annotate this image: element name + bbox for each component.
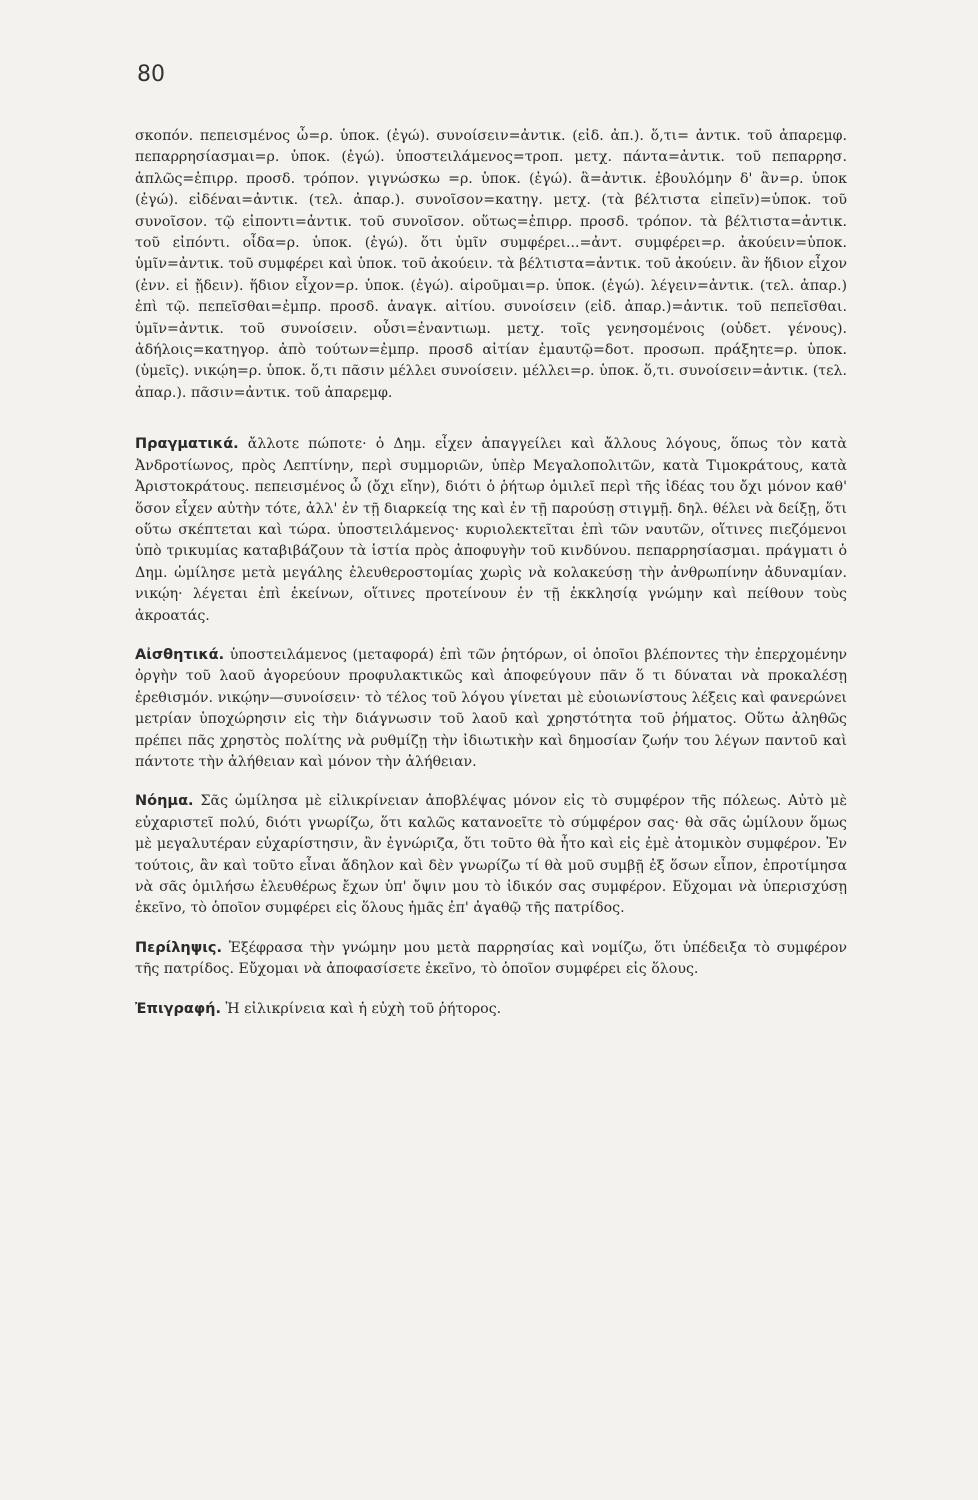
section-heading: Πραγματικά. — [135, 436, 239, 453]
section-heading: Ἐπιγραφή. — [135, 1000, 221, 1017]
section-epigrafi — [135, 999, 847, 1020]
section-text: Ἡ εἰλικρίνεια καὶ ἡ εὐχὴ τοῦ ῥήτορος. — [221, 1000, 502, 1017]
grammar-notes: σκοπόν. πεπεισμένος ὦ=ρ. ὑποκ. (ἐγώ). συνοίσειν=ἀντικ. (εἰδ. ἀπ.). ὅ,τι= ἀντικ. τοῦ ἀπαρεμφ. πεπαρρησίασμαι=ρ. ὑποκ. (ἐγώ). ὑποστειλάμενος=τροπ. μετχ. πάντα=ἀντικ. τοῦ πεπαρρησ. ἁπλῶς=ἐπιρρ. προσδ. τρόπον. γιγνώσκω =ρ. ὑποκ. (ἐγώ). ἃ=ἀντικ. ἐβουλόμην δ' ἂν=ρ. ὑποκ (ἐγώ). εἰδέναι=ἀντικ. (τελ. ἀπαρ.). συνοῖσον=κατηγ. μετχ. (τὰ βέλτιστα εἰπεῖν)=ὑποκ. τοῦ συνοῖσον. τῷ εἰποντι=ἀντικ. τοῦ συνοῖσον. οὕτως=ἐπιρρ. προσδ. τρόπον. τὰ βέλτιστα=ἀντικ. τοῦ εἰπόντι. οἶδα=ρ. ὑποκ. (ἐγώ). ὅτι ὑμῖν συμφέρει...=ἀντ. συμφέρει=ρ. ἀκούειν=ὑποκ. ὑμῖν=ἀντικ. τοῦ συμφέρει καὶ ὑποκ. τοῦ ἀκούειν. τὰ βέλτιστα=ἀντικ. τοῦ ἀκούειν. ἂν ἥδιον εἶχον (ἐνν. εἰ ᾔδειν). ἥδιον εἶχον=ρ. ὑποκ. (ἐγώ). αἱροῦμαι=ρ. ὑποκ. (ἐγώ). λέγειν=ἀντικ. (τελ. ἀπαρ.) ἐπὶ τῷ. πεπεῖσθαι=ἐμπρ. προσδ. ἀναγκ. αἰτίου. συνοίσειν (εἰδ. ἀπαρ.)=ἀντικ. τοῦ πεπεῖσθαι. ὑμῖν=ἀντικ. τοῦ συνοίσειν. οὖσι=ἐναντιωμ. μετχ. τοῖς γενησομένοις (οὐδετ. γένους). ἀδήλοις=κατηγορ. ἀπὸ τούτων=ἐμπρ. προσδ αἰτίαν ἐμαυτῷ=δοτ. προσωπ. πράξητε=ρ. ὑποκ. (ὑμεῖς). νικῴη=ρ. ὑποκ. ὅ,τι πᾶσιν μέλλει συνοίσειν. μέλλει=ρ. ὑποκ. ὅ,τι. συνοίσειν=ἀντικ. (τελ. ἀπαρ.). πᾶσιν=ἀντικ. τοῦ ἀπαρεμφ. — [135, 128, 847, 401]
section-heading: Νόημα. — [135, 793, 194, 810]
page-body — [135, 126, 847, 1038]
section-text: Ἐξέφρασα τὴν γνώμην μου μετὰ παρρησίας καὶ νομίζω, ὅτι ὑπέδειξα τὸ συμφέρον τῆς πατρίδος. Εὔχομαι νὰ ἀποφασίσετε ἐκεῖνο, τὸ ὁποῖον συμφέρει εἰς ὅλους. — [135, 939, 847, 978]
section-aisthitika — [135, 645, 847, 773]
section-text: Σᾶς ὡμίλησα μὲ εἰλικρίνειαν ἀποβλέψας μόνον εἰς τὸ συμφέρον τῆς πόλεως. Αὐτὸ μὲ εὐχαριστεῖ πολύ, διότι γνωρίζω, ὅτι καλῶς κατανοεῖτε τὸ σύμφέρον σας· θὰ σᾶς ὡμίλουν ὅμως μὲ μεγαλυτέραν εὐχαρίστησιν, ἂν ἐγνώριζα, ὅτι τοῦτο θὰ ἦτο καὶ εἰς ἐμὲ ἀτομικὸν συμφέρον. Ἐν τούτοις, ἂν καὶ τοῦτο εἶναι ἄδηλον καὶ δὲν γνωρίζω τί θὰ μοῦ συμβῇ ἐξ ὅσων εἶπον, ἐπροτίμησα νὰ σᾶς ὁμιλήσω ἐλευθέρως ἔχων ὑπ' ὄψιν μου τὸ ἰδικόν σας συμφέρον. Εὔχομαι νὰ ὑπερισχύσῃ ἐκεῖνο, τὸ ὁποῖον συμφέρει εἰς ὅλους ἡμᾶς ἐπ' ἀγαθῷ τῆς πατρίδος. — [135, 793, 847, 917]
section-perilipsis — [135, 938, 847, 981]
section-text: ὑποστειλάμενος (μεταφορά) ἐπὶ τῶν ῥητόρων, οἱ ὁποῖοι βλέποντες τὴν ἐπερχομένην ὀργὴν τοῦ λαοῦ ἀγορεύουν προφυλακτικῶς καὶ ἀποφεύγουν πᾶν ὅ τι δύναται νὰ προκαλέσῃ ἐρεθισμόν. νικῴην—συνοίσειν· τὸ τέλος τοῦ λόγου γίνεται μὲ εὐοιωνίστους λέξεις καὶ φανερώνει μετρίαν ὑποχώρησιν εἰς τὴν διάγνωσιν τοῦ λαοῦ καὶ χρηστότητα τοῦ ῥήματος. Οὕτω ἀληθῶς πρέπει πᾶς χρηστὸς πολίτης νὰ ρυθμίζῃ τὴν ἰδιωτικὴν καὶ δημοσίαν ζωήν του λέγων παντοῦ καὶ πάντοτε τὴν ἀλήθειαν καὶ μόνον τὴν ἀλήθειαν. — [135, 646, 847, 770]
section-text: ἄλλοτε πώποτε· ὁ Δημ. εἶχεν ἀπαγγείλει καὶ ἄλλους λόγους, ὅπως τὸν κατὰ Ἀνδροτίωνος, πρὸς Λεπτίνην, περὶ συμμοριῶν, ὑπὲρ Μεγαλοπολιτῶν, κατὰ Τιμοκράτους, κατὰ Ἀριστοκράτους. πεπεισμένος ὦ (ὄχι εἴην), διότι ὁ ῥήτωρ ὁμιλεῖ περὶ τῆς ἰδέας του ὄχι μόνον καθ' ὅσον εἶχεν αὐτὴν τότε, ἀλλ' ἐν τῇ διαρκείᾳ της καὶ ἐν τῇ παρούσῃ στιγμῇ. δηλ. θέλει νὰ δείξῃ, ὅτι οὕτω σκέπτεται καὶ τώρα. ὑποστειλάμενος· κυριολεκτεῖται ἐπὶ τῶν ναυτῶν, οἵτινες πιεζόμενοι ὑπὸ τρικυμίας καταβιβάζουν τὰ ἱστία πρὸς ἀποφυγὴν τοῦ κινδύνου. πεπαρρησίασμαι. πράγματι ὁ Δημ. ὡμίλησε μετὰ μεγάλης ἐλευθεροστομίας χωρὶς νὰ κολακεύσῃ τὴν ἀνθρωπίνην ἀδυναμίαν. νικῴη· λέγεται ἐπὶ ἐκείνων, οἵτινες προτείνουν ἐν τῇ ἐκκλησίᾳ γνώμην καὶ πείθουν τοὺς ἀκροατάς. — [135, 436, 847, 624]
section-pragmatika — [135, 434, 847, 627]
page-number: 80 — [137, 62, 165, 87]
section-heading: Περίληψις. — [135, 939, 222, 956]
section-noima — [135, 791, 847, 919]
section-heading: Αἰσθητικά. — [135, 646, 225, 663]
